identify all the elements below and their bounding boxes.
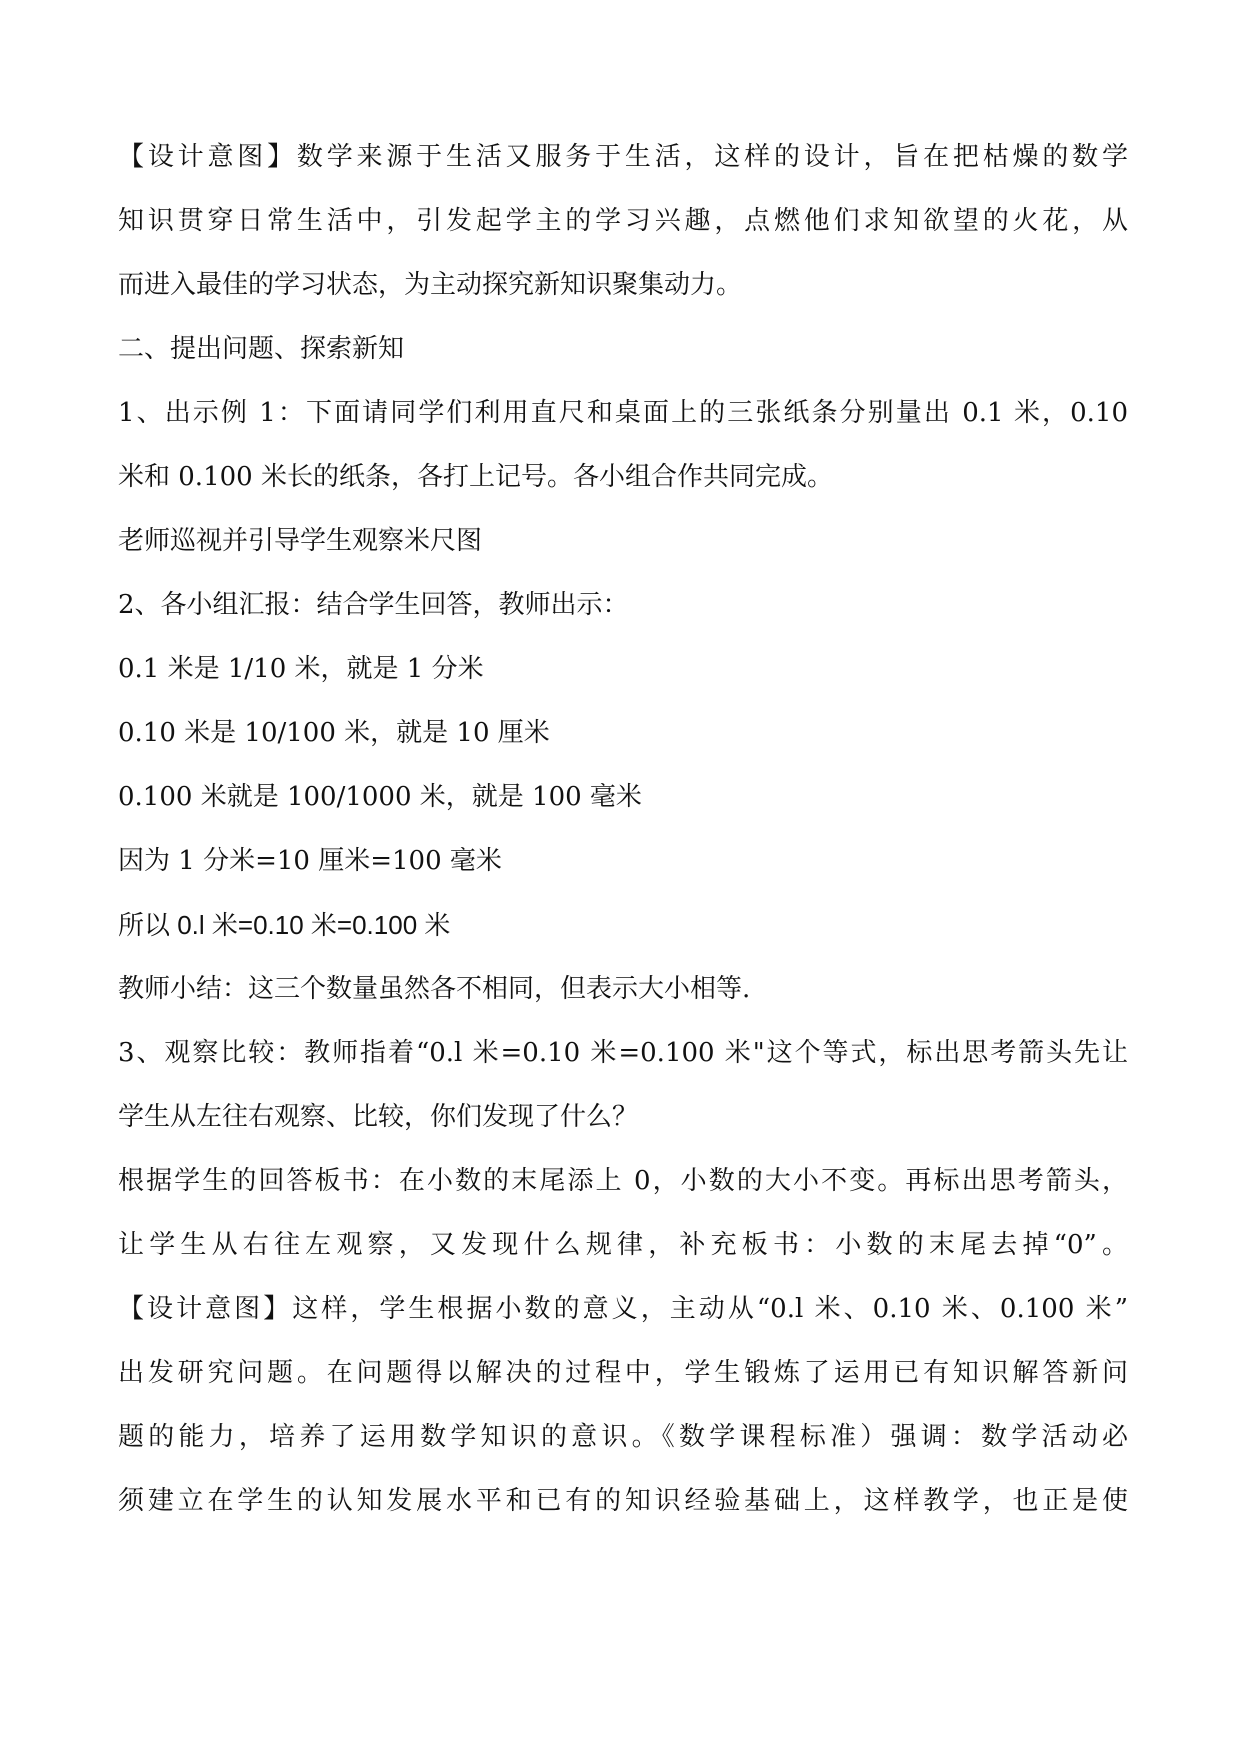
text-line: 2、各小组汇报：结合学生回答，教师出示： (118, 590, 629, 620)
example-paragraph-line: 米和 0.100 米长的纸条，各打上记号。各小组合作共同完成。 (118, 462, 833, 492)
section-heading: 二、提出问题、探索新知 (118, 334, 405, 364)
board-writing-paragraph-line: 让学生从右往左观察，又发现什么规律，补充板书：小数的末尾去掉“0”。 (118, 1230, 1128, 1260)
text-line: 因为 1 分米=10 厘米=100 毫米 (118, 846, 502, 876)
board-writing-paragraph-line: 根据学生的回答板书：在小数的末尾添上 0，小数的大小不变。再标出思考箭头， (118, 1166, 1128, 1196)
text-line: 老师巡视并引导学生观察米尺图 (118, 526, 483, 556)
design-intent-paragraph-line: 须建立在学生的认知发展水平和已有的知识经验基础上，这样教学，也正是使 (118, 1486, 1128, 1516)
design-intent-paragraph-line: 知识贯穿日常生活中，引发起学主的学习兴趣，点燃他们求知欲望的火花，从 (118, 206, 1128, 236)
text-line: 0.100 米就是 100/1000 米，就是 100 毫米 (118, 782, 642, 812)
design-intent-paragraph-line: 出发研究问题。在问题得以解决的过程中，学生锻炼了运用已有知识解答新问 (118, 1358, 1128, 1388)
text-line: 0.10 米是 10/100 米，就是 10 厘米 (118, 718, 550, 748)
design-intent-paragraph-line: 而进入最佳的学习状态，为主动探究新知识聚集动力。 (118, 270, 743, 300)
teacher-summary-line: 教师小结：这三个数量虽然各不相同，但表示大小相等. (118, 974, 751, 1004)
observe-compare-paragraph-line: 学生从左往右观察、比较，你们发现了什么？ (118, 1102, 639, 1132)
text-line: 0.1 米是 1/10 米，就是 1 分米 (118, 654, 484, 684)
design-intent-paragraph-line: 题的能力，培养了运用数学知识的意识。《数学课程标准）强调：数学活动必 (118, 1422, 1128, 1452)
design-intent-paragraph-line: 【设计意图】这样，学生根据小数的意义，主动从“0.l 米、0.10 米、0.100 米” (118, 1294, 1128, 1324)
example-paragraph-line: 1、出示例 1：下面请同学们利用直尺和桌面上的三张纸条分别量出 0.1 米，0.10 (118, 398, 1128, 428)
document-body (118, 125, 1128, 1533)
equation-line: 所以 0.l 米=0.10 米=0.100 米 (118, 910, 451, 940)
design-intent-paragraph-line: 【设计意图】数学来源于生活又服务于生活，这样的设计，旨在把枯燥的数学 (118, 142, 1128, 172)
observe-compare-paragraph-line: 3、观察比较：教师指着“0.l 米=0.10 米=0.100 米"这个等式，标出思考箭头先让 (118, 1038, 1128, 1068)
